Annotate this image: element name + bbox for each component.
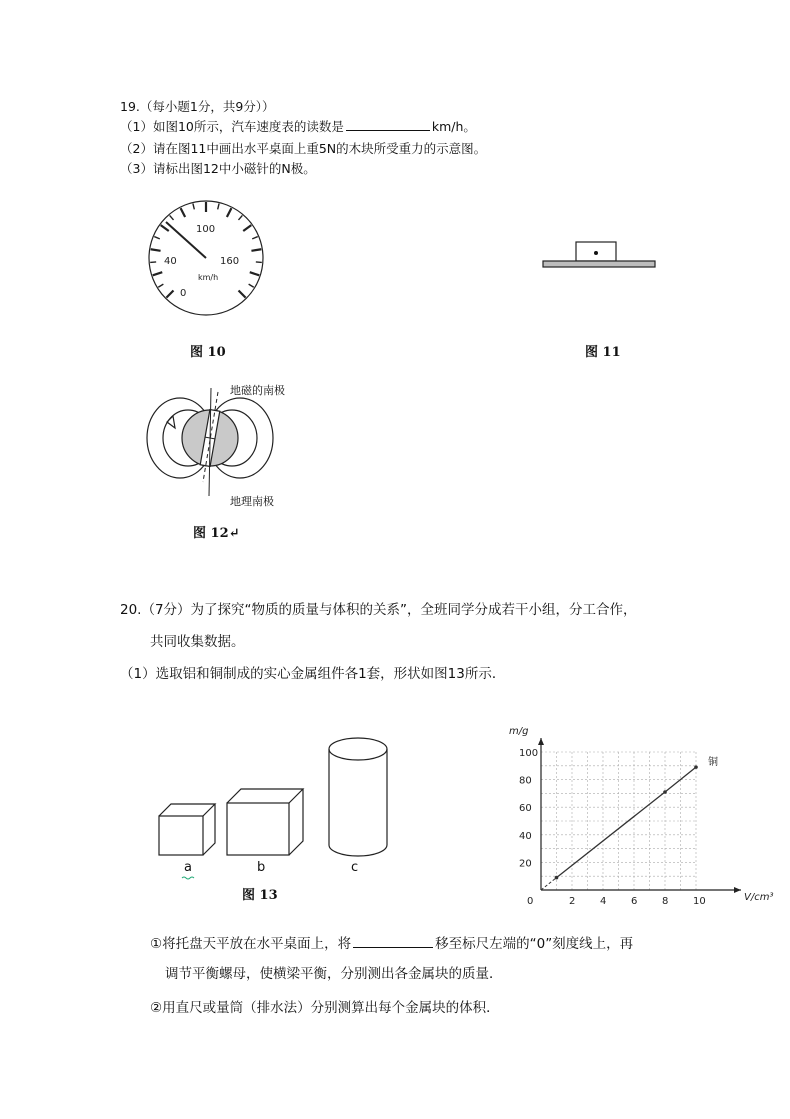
- mass-volume-chart: [505, 712, 774, 912]
- y-tick-label: 100: [519, 748, 539, 759]
- speedometer-tick: [249, 284, 254, 287]
- x-tick-label: 8: [662, 896, 669, 907]
- shape-label-c: c: [351, 860, 359, 875]
- speedometer-tick: [153, 272, 163, 275]
- y-tick-label: 20: [519, 858, 532, 870]
- speed-label-40: 40: [164, 256, 177, 267]
- q19-part1: [120, 118, 476, 136]
- shape-cube-a: [159, 804, 215, 855]
- x-tick-label: 4: [600, 896, 607, 907]
- y-tick-label: 80: [519, 775, 532, 787]
- speedometer-tick: [243, 225, 251, 231]
- block-on-table-figure: [542, 240, 656, 270]
- x-axis-label: V/cm³: [744, 892, 774, 903]
- speed-label-160: 160: [220, 256, 240, 267]
- shape-block-b: [227, 789, 303, 855]
- fig11-caption: 图 11: [585, 345, 621, 360]
- speedometer-tick: [227, 208, 232, 217]
- step2: ②用直尺或量筒（排水法）分别测算出每个金属块的体积．: [150, 1000, 500, 1016]
- speedometer-tick: [250, 272, 260, 275]
- label-geographic-south: 地理南极: [230, 495, 274, 508]
- shape-label-a: a: [184, 860, 192, 875]
- answer-blank-speed[interactable]: [346, 118, 430, 131]
- q19-title: 19.（每小题1分，共9分））: [120, 99, 275, 114]
- speedometer-tick: [218, 204, 219, 210]
- label-a-squiggle: [181, 876, 197, 880]
- speedometer-tick: [252, 237, 258, 239]
- speedometer-tick: [161, 225, 169, 231]
- y-axis-arrow: [538, 738, 544, 745]
- data-point: [694, 765, 698, 769]
- speedometer-tick: [166, 291, 173, 298]
- speedometer-tick: [151, 249, 161, 251]
- shape-label-b: b: [257, 860, 266, 875]
- series-extension: [541, 878, 557, 890]
- origin-label: 0: [527, 896, 534, 907]
- speedometer-tick: [238, 215, 242, 220]
- fig13-caption: 图 13: [242, 888, 278, 903]
- speed-label-0: 0: [180, 288, 187, 299]
- data-point: [663, 790, 667, 794]
- x-tick-label: 6: [631, 896, 638, 907]
- fig10-caption: 图 10: [190, 345, 226, 360]
- answer-blank-slider[interactable]: [353, 935, 433, 948]
- data-point: [555, 876, 559, 880]
- speed-label-100: 100: [196, 224, 216, 235]
- speedometer-tick: [181, 208, 186, 217]
- q19-part2: （2）请在图11中画出水平桌面上重5N的木块所受重力的示意图。: [120, 141, 487, 156]
- label-geomagnetic-south: 地磁的南极: [230, 384, 285, 397]
- step1: [150, 934, 633, 954]
- y-axis-label: m/g: [509, 726, 529, 737]
- y-tick-label: 40: [519, 830, 532, 842]
- q19-part3: （3）请标出图12中小磁针的N极。: [120, 161, 316, 176]
- speedometer-tick: [251, 249, 261, 251]
- speedometer-tick: [170, 215, 174, 220]
- q19-part1-text: （1）如图10所示，汽车速度表的读数是: [120, 119, 344, 134]
- x-tick-label: 10: [693, 896, 706, 907]
- shape-cylinder-c: [329, 738, 387, 856]
- q19-part1-unit: km/h。: [431, 119, 476, 134]
- step1-suffix: 移至标尺左端的“0”刻度线上，再: [435, 936, 634, 952]
- y-tick-label: 60: [519, 803, 532, 815]
- x-tick-label: 2: [569, 896, 576, 907]
- speedometer-figure: [144, 200, 269, 318]
- step1-text: ①将托盘天平放在水平桌面上，将: [150, 936, 352, 952]
- q20-part1: （1）选取铝和铜制成的实心金属组件各1套，形状如图13所示．: [120, 666, 506, 682]
- fig12-caption: 图 12↵: [193, 526, 240, 541]
- q20-title: 20.（7分）为了探究“物质的质量与体积的关系”，全班同学分成若干小组，分工合作，: [120, 602, 637, 618]
- speedometer-tick: [158, 284, 163, 287]
- speedometer-tick: [193, 204, 194, 210]
- speed-unit: km/h: [198, 273, 219, 282]
- q20-title-cont: 共同收集数据。: [150, 634, 245, 650]
- speedometer-tick: [154, 237, 160, 239]
- speedometer-tick: [239, 291, 246, 298]
- series-line-copper: [557, 767, 697, 877]
- metal-shapes-figure: [155, 735, 395, 860]
- x-axis-arrow: [734, 887, 741, 893]
- step1-cont: 调节平衡螺母，使横梁平衡，分别测出各金属块的质量．: [165, 966, 503, 982]
- block-center-dot: [594, 251, 598, 255]
- series-label-copper: 铜: [708, 757, 718, 769]
